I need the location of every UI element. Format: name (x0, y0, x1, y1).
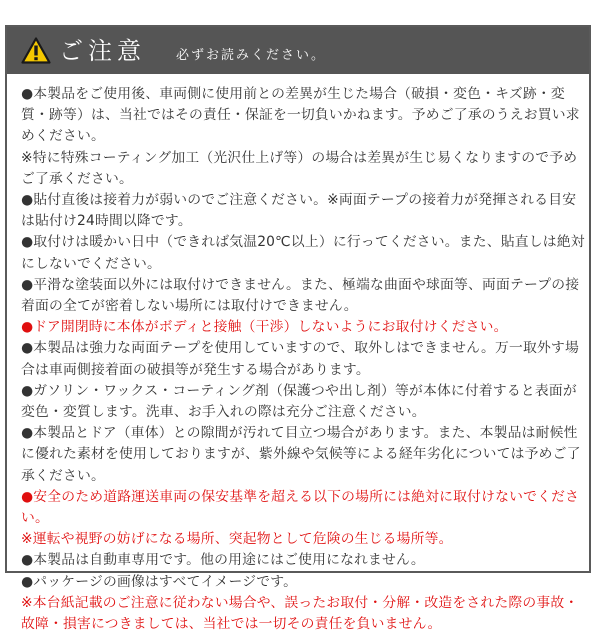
notice-header (7, 27, 589, 74)
notice-item-adhesion: ●貼付直後は接着力が弱いのでご注意ください。※両面テープの接着力が発揮される目安は貼付け24時間以降です。 (21, 192, 577, 230)
notice-item-door-contact: ●ドア開閉時に本体がボディと接触（干渉）しないようにお取付けください。 (21, 319, 508, 336)
warning-icon (21, 37, 51, 64)
notice-item-coating-note: ※特に特殊コーティング加工（光沢仕上げ等）の場合は差異が生じ易くなりますので予めご了承ください。 (21, 149, 578, 187)
notice-item-surface: ●平滑な塗装面以外には取付けできません。また、極端な曲面や球面等、両面テープの接着面の全てが密着しない場所には取付けできません。 (21, 276, 580, 315)
notice-item-install-temperature: ●取付けは暖かい日中（できれば気温20℃以上）に行ってください。また、貼直しは絶対にしないでください。 (21, 234, 585, 272)
notice-title: ご注意 (59, 36, 146, 65)
notice-item-gap-dirt: ●本製品とドア（車体）との隙間が汚れて目立つ場合があります。また、本製品は耐候性に優れた素材を使用しておりますが、紫外線や気候等による経年劣化については予めご了承ください。 (21, 425, 581, 484)
notice-item-removal: ●本製品は強力な両面テープを使用していますので、取外しはできません。万一取外す場合は車両側接着面の破損等が発生する場合があります。 (21, 340, 579, 378)
notice-item-automotive-only: ●本製品は自動車専用です。他の用途にはご使用になれません。 (21, 552, 425, 569)
notice-item-prohibited-places: ※運転や視野の妨げになる場所、突起物として危険の生じる場所等。 (21, 531, 453, 548)
notice-item-package-image: ●パッケージの画像はすべてイメージです。 (21, 573, 298, 590)
notice-item-liability: ※本台紙記載のご注意に従わない場合や、誤ったお取付・分解・改造をされた際の事故・故障・損害につきましては、当社では一切その責任を負いません。 (21, 594, 579, 633)
notice-box (5, 25, 591, 633)
notice-body (7, 74, 589, 635)
notice-item-safety-standard: ●安全のため道路運送車両の保安基準を超える以下の場所には絶対に取付けないでください。 (21, 488, 580, 527)
notice-subtitle: 必ずお読みください。 (176, 48, 327, 63)
notice-item-chemicals: ●ガソリン・ワックス・コーティング剤（保護つや出し剤）等が本体に付着すると表面が変色・変質します。洗車、お手入れの際は充分ご注意ください。 (21, 382, 577, 421)
notice-item-damage: ●本製品をご使用後、車両側に使用前との差異が生じた場合（破損・変色・キズ跡・変質・跡等）は、当社ではその責任・保証を一切負いかねます。予めご了承のうえお買い求めください。 (21, 86, 580, 145)
